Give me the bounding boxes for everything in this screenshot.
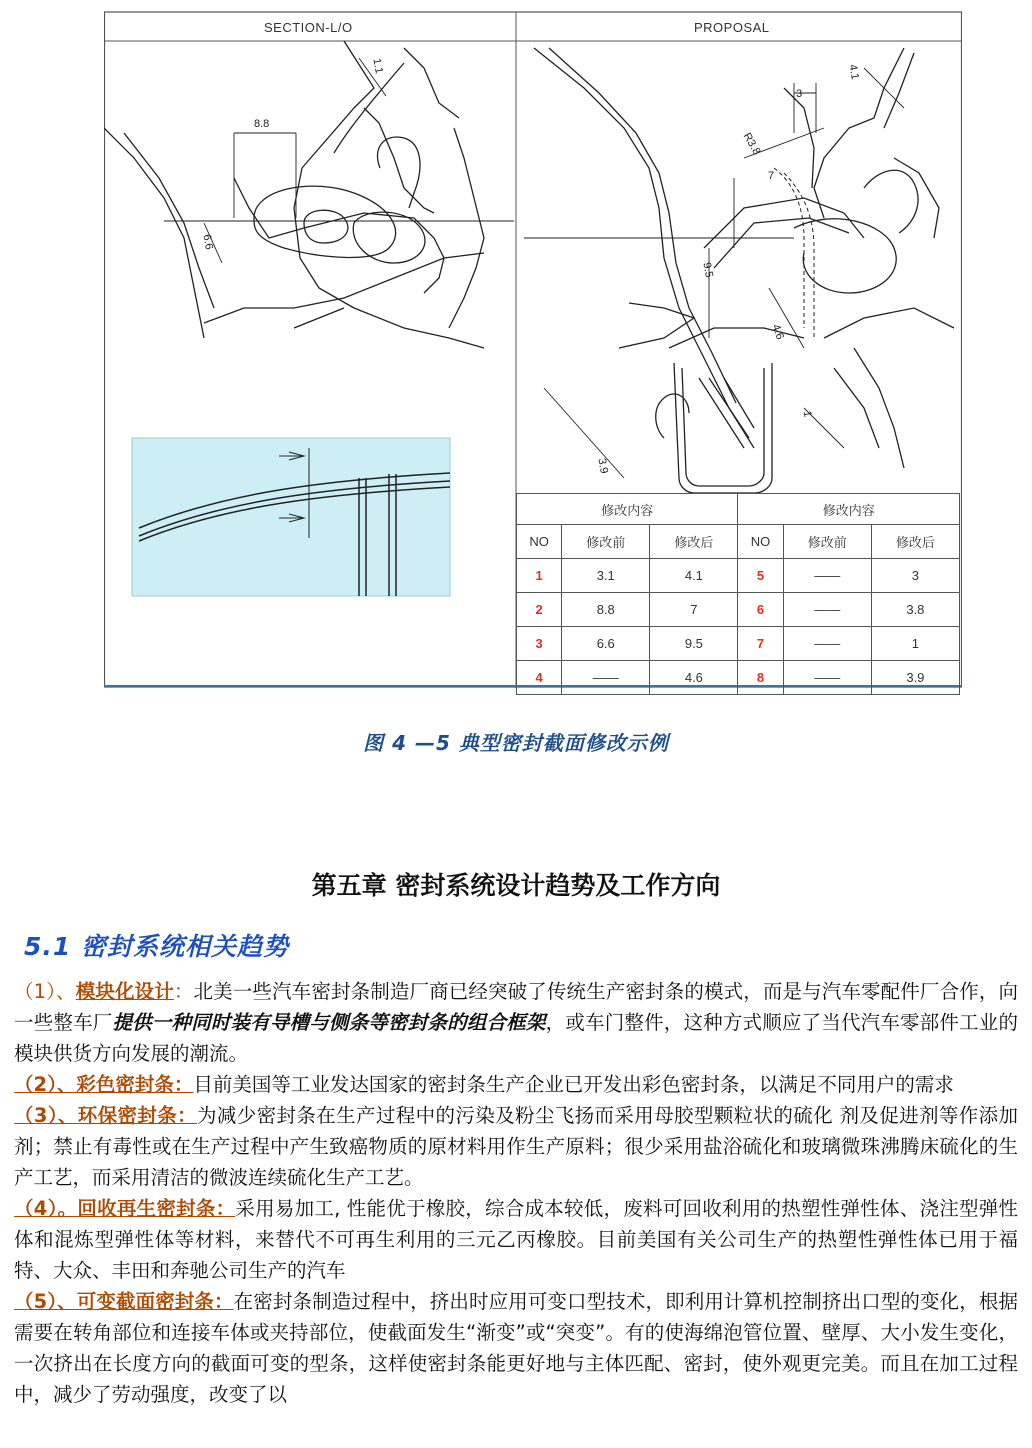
table-cell: —— (783, 661, 871, 695)
figure-caption: 图 4 —5 典型密封截面修改示例 (363, 731, 669, 755)
table-row (517, 627, 960, 661)
paragraph-number: （1）、 (14, 980, 76, 1003)
table-cell: 7 (738, 627, 783, 661)
table-cell: —— (783, 627, 871, 661)
paragraph-colon: ： (173, 980, 194, 1003)
paragraph-variable-section-seal (14, 1286, 1018, 1410)
table-row (517, 559, 960, 593)
paragraph-text: 采用易加工, 性能优于橡胶，综合成本较低，废料可回收利用的热塑性弹性体、浇注型弹性体和混炼型弹性体等材料，来替代不可再生利用的三元乙丙橡胶。目前美国有关公司生产的热塑性弹性体已用于福特、大众、丰田和奔驰公司生产的汽车 (14, 1197, 1018, 1282)
column-header: NO (517, 525, 562, 559)
dim-label: 3 (796, 88, 803, 100)
paragraph-label: （2）、彩色密封条： (14, 1073, 194, 1096)
table-group-header: 修改内容 (738, 494, 960, 525)
table-header-row (517, 494, 960, 525)
dim-label: 9.5 (700, 261, 715, 279)
table-cell: —— (562, 661, 650, 695)
paragraph-label: （5）、可变截面密封条： (14, 1290, 234, 1313)
table-cell: 5 (738, 559, 783, 593)
right-panel-title: PROPOSAL (694, 20, 770, 35)
dim-label: R3.8 (740, 130, 763, 158)
column-header: 修改后 (650, 525, 738, 559)
table-cell: 3.1 (562, 559, 650, 593)
paragraph-recycled-seal (14, 1193, 1018, 1286)
body-text (14, 976, 1018, 1410)
table-group-header: 修改内容 (517, 494, 738, 525)
paragraph-color-seal (14, 1069, 1018, 1100)
table-cell: 3 (517, 627, 562, 661)
emphasized-text: 提供一种同时装有导槽与侧条等密封条的组合框架 (112, 1011, 546, 1034)
left-panel-title: SECTION-L/O (264, 20, 353, 35)
modification-table (516, 493, 960, 695)
dim-label: 4.6 (769, 322, 786, 342)
table-cell: 6.6 (562, 627, 650, 661)
table-cell: 7 (650, 593, 738, 627)
table-cell: 4 (517, 661, 562, 695)
paragraph-text: 在密封条制造过程中，挤出时应用可变口型技术，即利用计算机控制挤出口型的变化，根据需要在转角部位和连接车体或夹持部位，使截面发生“渐变”或“突变”。有的使海绵泡管位置、壁厚、大小发生变化，一次挤出在长度方向的截面可变的型条，这样使密封条能更好地与主体匹配、密封，使外观更完美。而且在加工过程中，减少了劳动强度，改变了以 (14, 1290, 1018, 1406)
table-cell: 9.5 (650, 627, 738, 661)
section-title: 5.1 密封系统相关趋势 (24, 932, 289, 961)
table-cell: 8.8 (562, 593, 650, 627)
dim-label: 4.1 (846, 63, 861, 81)
table-cell: 3.8 (871, 593, 959, 627)
table-row (517, 593, 960, 627)
paragraph-text: 目前美国等工业发达国家的密封条生产企业已开发出彩色密封条，以满足不同用户的需求 (193, 1073, 954, 1096)
paragraph-label: （4）。回收再生密封条： (14, 1197, 236, 1220)
column-header: 修改前 (562, 525, 650, 559)
table-cell: 4.6 (650, 661, 738, 695)
table-cell: 4.1 (650, 559, 738, 593)
table-cell: 1 (871, 627, 959, 661)
paragraph-label: （3）、环保密封条： (14, 1104, 198, 1127)
table-cell: —— (783, 593, 871, 627)
table-cell: —— (783, 559, 871, 593)
table-cell: 2 (517, 593, 562, 627)
dim-label: 1 (800, 409, 814, 419)
table-row (517, 661, 960, 695)
table-cell: 3 (871, 559, 959, 593)
paragraph-text: ，或车门整件，这种方式顺应了当代汽车零部件工业的模块供货方向发展的潮流。 (14, 1011, 1018, 1065)
section-modification-figure (104, 8, 962, 688)
table-cell: 1 (517, 559, 562, 593)
column-header: 修改后 (871, 525, 959, 559)
dim-label: 8.8 (254, 118, 270, 130)
paragraph-label: 模块化设计 (75, 980, 174, 1003)
column-header: NO (738, 525, 783, 559)
paragraph-text: 为减少密封条在生产过程中的污染及粉尘飞扬而采用母胶型颗粒状的硫化 剂及促进剂等作添加剂；禁止有毒性或在生产过程中产生致癌物质的原材料用作生产原料；很少采用盐浴硫化和玻璃微珠沸腾床硫化的生产工艺，而采用清洁的微波连续硫化生产工艺。 (14, 1104, 1018, 1189)
chapter-title: 第五章 密封系统设计趋势及工作方向 (311, 871, 721, 900)
dim-label: 6.6 (200, 233, 215, 251)
table-column-header-row (517, 525, 960, 559)
column-header: 修改前 (783, 525, 871, 559)
paragraph-text: 北美一些汽车密封条制造厂商已经突破了传统生产密封条的模式，而是与汽车零配件厂合作，向一些整车厂 (14, 980, 1018, 1034)
paragraph-eco-seal (14, 1100, 1018, 1193)
dim-label: 1.1 (370, 57, 385, 75)
table-cell: 6 (738, 593, 783, 627)
table-cell: 8 (738, 661, 783, 695)
paragraph-modular-design (14, 976, 1018, 1069)
table-cell: 3.9 (871, 661, 959, 695)
dim-label: 7 (768, 170, 775, 182)
dim-label: 3.9 (595, 457, 610, 475)
